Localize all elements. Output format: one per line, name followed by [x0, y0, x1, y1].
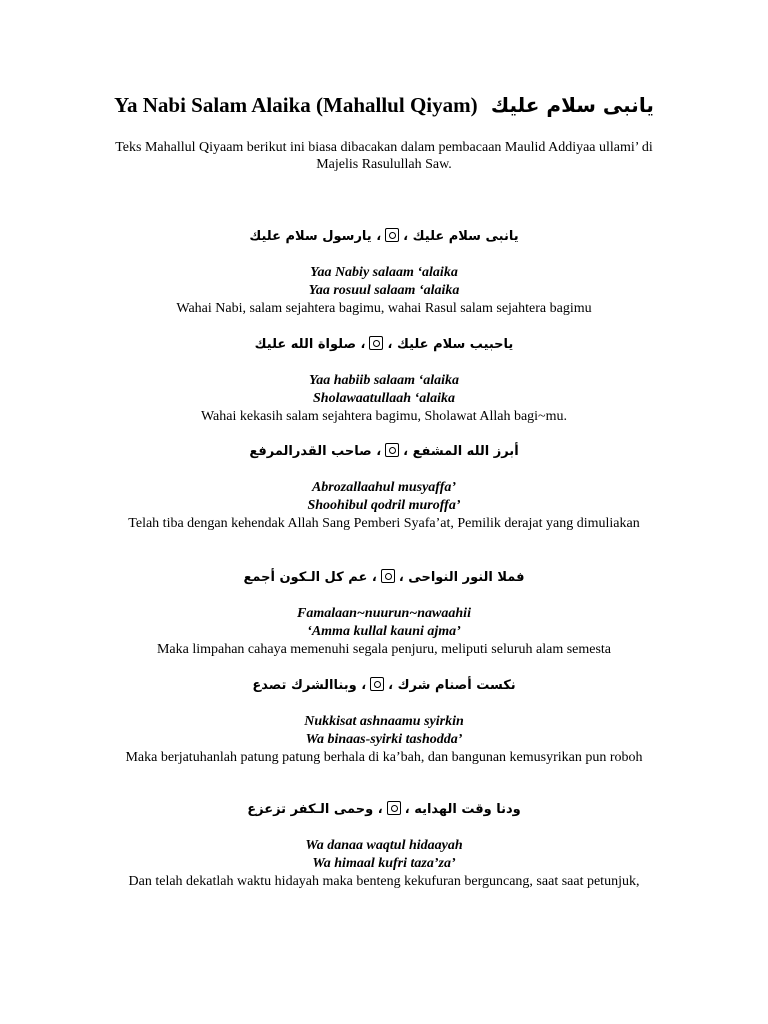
transliteration-line: Abrozallaahul musyaffa’: [311, 480, 457, 495]
arabic-left-hemistich: صاحب القدرالمرفع: [249, 444, 372, 459]
transliteration-line: Yaa habiib salaam ‘alaika: [308, 373, 459, 388]
comma-mark: ،: [387, 337, 393, 352]
transliteration-line: ‘Amma kullal kauni ajma’: [307, 624, 461, 639]
verse-block: [110, 801, 658, 890]
comma-mark: ،: [377, 802, 383, 817]
verse-arabic: [110, 443, 658, 461]
transliteration-line: Yaa rosuul salaam ‘alaika: [308, 283, 460, 298]
verse-block: [110, 228, 658, 317]
verse-arabic: [110, 801, 658, 819]
arabic-right-hemistich: ياحبيب سلام عليك: [396, 337, 514, 352]
transliteration-line: Nukkisat ashnaamu syirkin: [304, 714, 464, 729]
comma-mark: ،: [376, 444, 382, 459]
verse-separator-icon: [387, 801, 401, 815]
verse-arabic: [110, 677, 658, 695]
verse-block: [110, 677, 658, 766]
comma-mark: ،: [371, 570, 377, 585]
page-title: [0, 92, 768, 118]
comma-mark: ،: [398, 570, 404, 585]
arabic-left-hemistich: وبناالشرك تصدع: [252, 678, 357, 693]
verse-separator-icon: [369, 336, 383, 350]
intro-paragraph: Teks Mahallul Qiyaam berikut ini biasa dibacakan dalam pembacaan Maulid Addiyaa ullami’ di Majelis Rasulullah Saw.: [115, 140, 653, 172]
verse-separator-icon: [385, 228, 399, 242]
transliteration-line: Wa binaas-syirki tashodda’: [305, 732, 463, 747]
verse-translation: Telah tiba dengan kehendak Allah Sang Pemberi Syafa’at, Pemilik derajat yang dimuliakan: [128, 516, 640, 531]
comma-mark: ،: [388, 678, 394, 693]
transliteration-line: Sholawaatullaah ‘alaika: [313, 391, 455, 406]
verse-transliteration: [110, 479, 658, 515]
verse-block: [110, 443, 658, 532]
title-latin: Ya Nabi Salam Alaika (Mahallul Qiyam): [114, 93, 478, 117]
verse-transliteration: [110, 713, 658, 749]
arabic-right-hemistich: يانبى سلام عليك: [412, 229, 519, 244]
transliteration-line: Shoohibul qodril muroffa’: [307, 498, 461, 513]
comma-mark: ،: [361, 678, 367, 693]
transliteration-line: Wa danaa waqtul hidaayah: [305, 838, 463, 853]
verse-transliteration: [110, 605, 658, 641]
arabic-right-hemistich: فملا النور النواحى: [408, 570, 525, 585]
arabic-right-hemistich: أبرز الله المشفع: [412, 444, 519, 459]
comma-mark: ،: [360, 337, 366, 352]
title-arabic: يانبى سلام عليك: [490, 93, 654, 117]
comma-mark: ،: [403, 444, 409, 459]
verse-block: [110, 569, 658, 658]
verse-translation: Maka berjatuhanlah patung patung berhala di ka’bah, dan bangunan kemusyrikan pun roboh: [125, 750, 643, 765]
verse-block: [110, 336, 658, 425]
comma-mark: ،: [404, 802, 410, 817]
verse-transliteration: [110, 837, 658, 873]
arabic-left-hemistich: وحمى الـكفر تزعزع: [247, 802, 374, 817]
verse-arabic: [110, 228, 658, 246]
transliteration-line: Yaa Nabiy salaam ‘alaika: [310, 265, 458, 280]
arabic-left-hemistich: عم كل الـكون أجمع: [243, 570, 368, 585]
arabic-right-hemistich: ودنا وقت الهدايه: [414, 802, 521, 817]
verse-arabic: [110, 336, 658, 354]
transliteration-line: Famalaan~nuurun~nawaahii: [297, 606, 471, 621]
transliteration-line: Wa himaal kufri taza’za’: [312, 856, 456, 871]
verse-separator-icon: [385, 443, 399, 457]
verse-separator-icon: [370, 677, 384, 691]
verse-transliteration: [110, 264, 658, 300]
comma-mark: ،: [403, 229, 409, 244]
verse-translation: Wahai kekasih salam sejahtera bagimu, Sholawat Allah bagi~mu.: [200, 409, 568, 424]
verse-translation: Maka limpahan cahaya memenuhi segala penjuru, meliputi seluruh alam semesta: [156, 642, 612, 657]
verse-translation: Wahai Nabi, salam sejahtera bagimu, wahai Rasul salam sejahtera bagimu: [176, 301, 592, 316]
arabic-left-hemistich: يارسول سلام عليك: [249, 229, 372, 244]
comma-mark: ،: [376, 229, 382, 244]
arabic-right-hemistich: نكست أصنام شرك: [397, 678, 516, 693]
verse-translation: Dan telah dekatlah waktu hidayah maka benteng kekufuran berguncang, saat saat petunjuk,: [128, 874, 640, 889]
arabic-left-hemistich: صلواة الله عليك: [254, 337, 356, 352]
verse-arabic: [110, 569, 658, 587]
verse-transliteration: [110, 372, 658, 408]
verse-separator-icon: [381, 569, 395, 583]
